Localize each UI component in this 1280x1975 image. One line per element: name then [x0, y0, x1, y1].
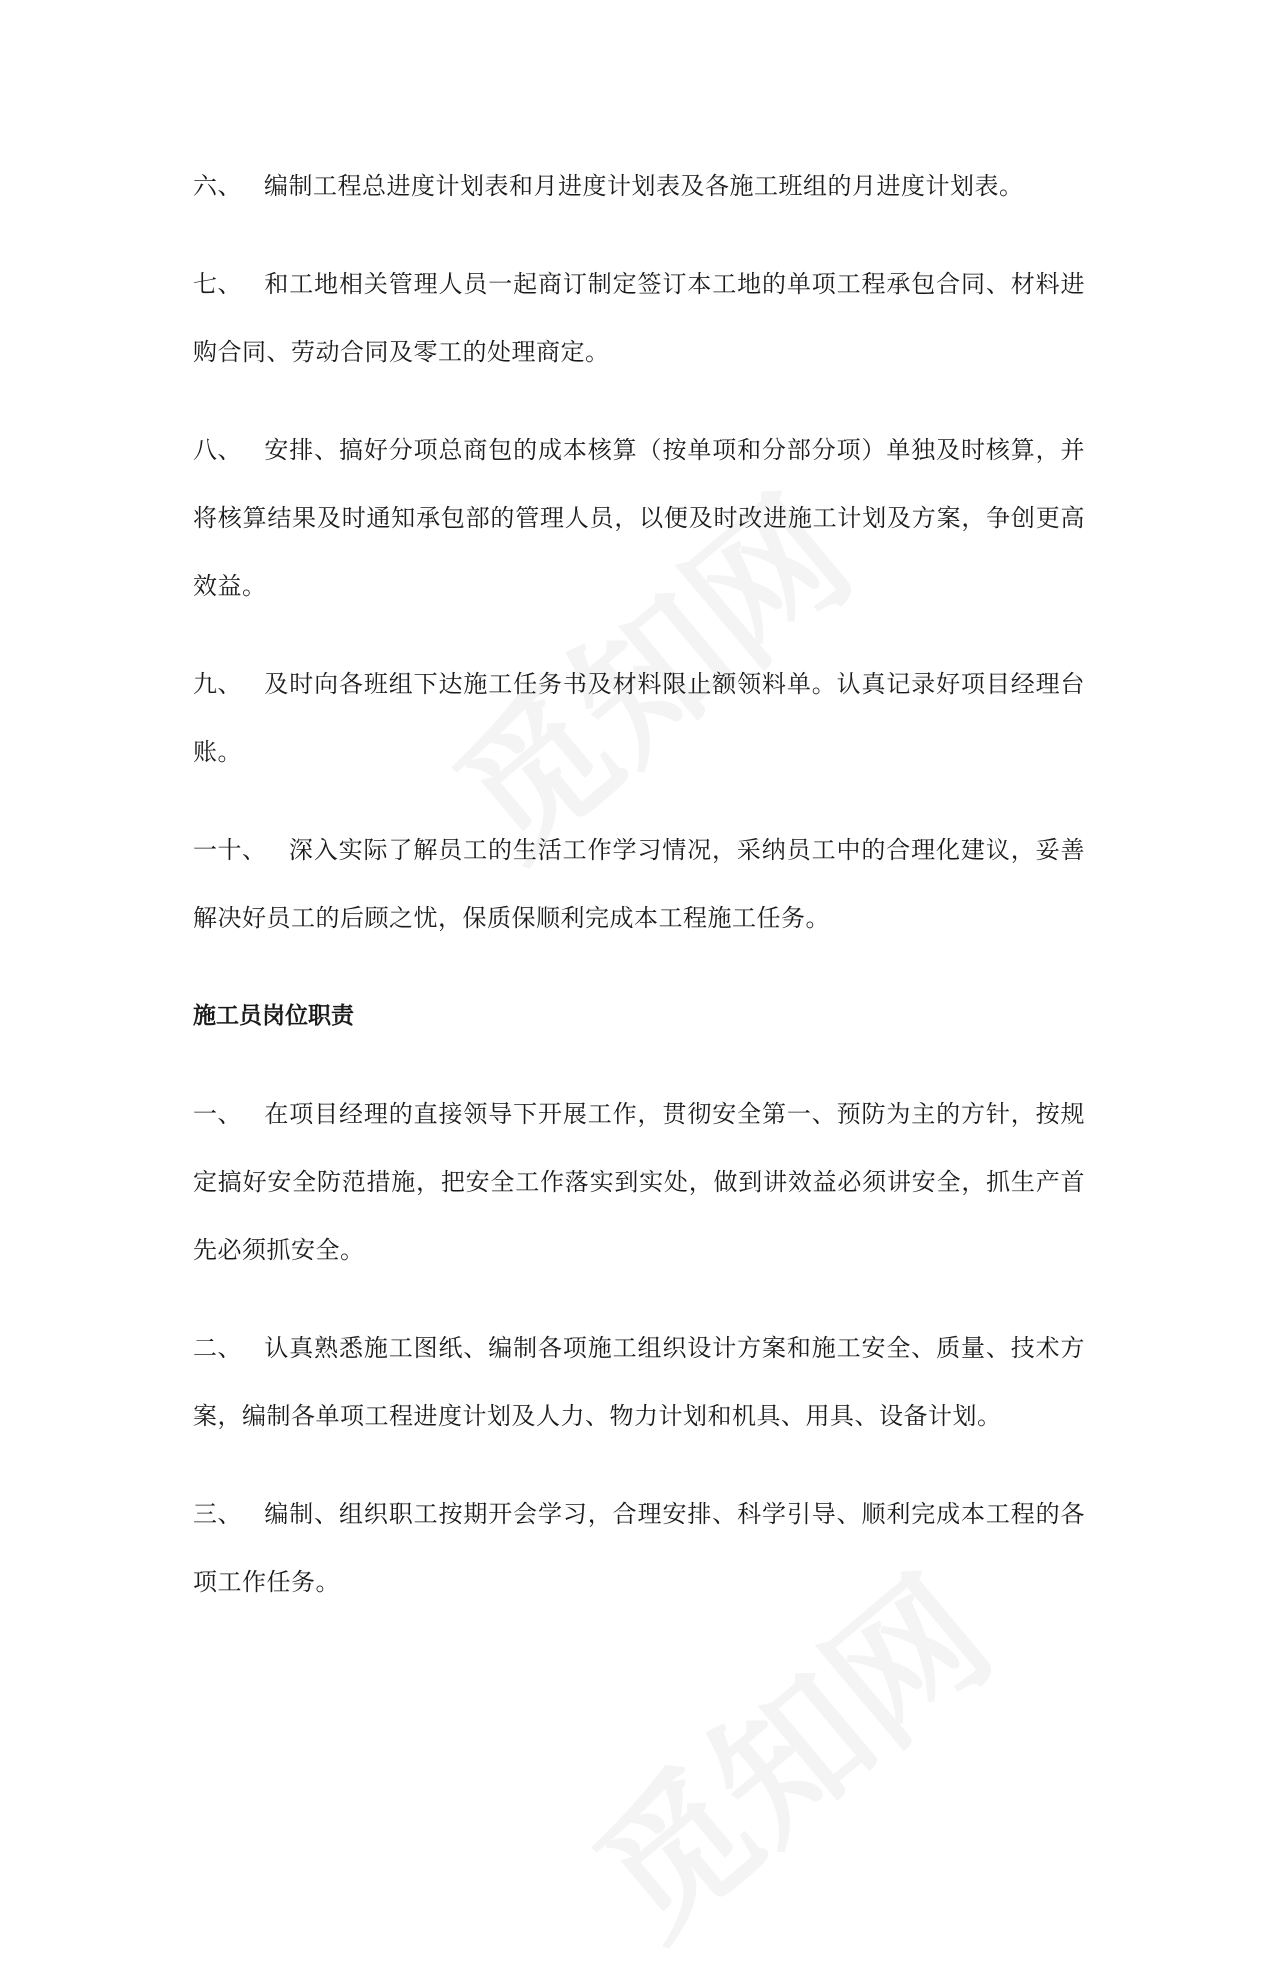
duty-item-9: [193, 650, 1085, 786]
item-text: 和工地相关管理人员一起商订制定签订本工地的单项工程承包合同、材料进购合同、劳动合同及零工的处理商定。: [193, 270, 1085, 366]
item-number: 三、: [193, 1500, 242, 1528]
duty-item-2: [193, 1314, 1085, 1450]
item-text: 认真熟悉施工图纸、编制各项施工组织设计方案和施工安全、质量、技术方案，编制各单项工程进度计划及人力、物力计划和机具、用具、设备计划。: [193, 1334, 1085, 1430]
section-heading: 施工员岗位职责: [193, 1003, 354, 1029]
item-number: 九、: [193, 670, 242, 698]
duty-item-1: [193, 1080, 1085, 1284]
item-text: 及时向各班组下达施工任务书及材料限止额领料单。认真记录好项目经理台账。: [193, 670, 1085, 766]
item-text: 深入实际了解员工的生活工作学习情况，采纳员工中的合理化建议，妥善解决好员工的后顾之忧，保质保顺利完成本工程施工任务。: [193, 836, 1085, 932]
item-number: 七、: [193, 270, 242, 298]
item-number: 八、: [193, 436, 242, 464]
duty-item-7: [193, 250, 1085, 386]
document-body: [193, 152, 1085, 1646]
item-number: 一十、: [193, 836, 267, 864]
duty-item-3: [193, 1480, 1085, 1616]
duty-item-8: [193, 416, 1085, 620]
item-number: 六、: [193, 172, 242, 200]
item-text: 编制、组织职工按期开会学习，合理安排、科学引导、顺利完成本工程的各项工作任务。: [193, 1500, 1085, 1596]
item-number: 二、: [193, 1334, 242, 1362]
item-number: 一、: [193, 1100, 242, 1128]
item-text: 安排、搞好分项总商包的成本核算（按单项和分部分项）单独及时核算，并将核算结果及时通知承包部的管理人员，以便及时改进施工计划及方案，争创更高效益。: [193, 436, 1085, 600]
duty-item-6: [193, 152, 1085, 220]
item-text: 编制工程总进度计划表和月进度计划表及各施工班组的月进度计划表。: [264, 172, 1024, 200]
item-text: 在项目经理的直接领导下开展工作，贯彻安全第一、预防为主的方针，按规定搞好安全防范措施，把安全工作落实到实处，做到讲效益必须讲安全，抓生产首先必须抓安全。: [193, 1100, 1085, 1264]
duty-item-10: [193, 816, 1085, 952]
